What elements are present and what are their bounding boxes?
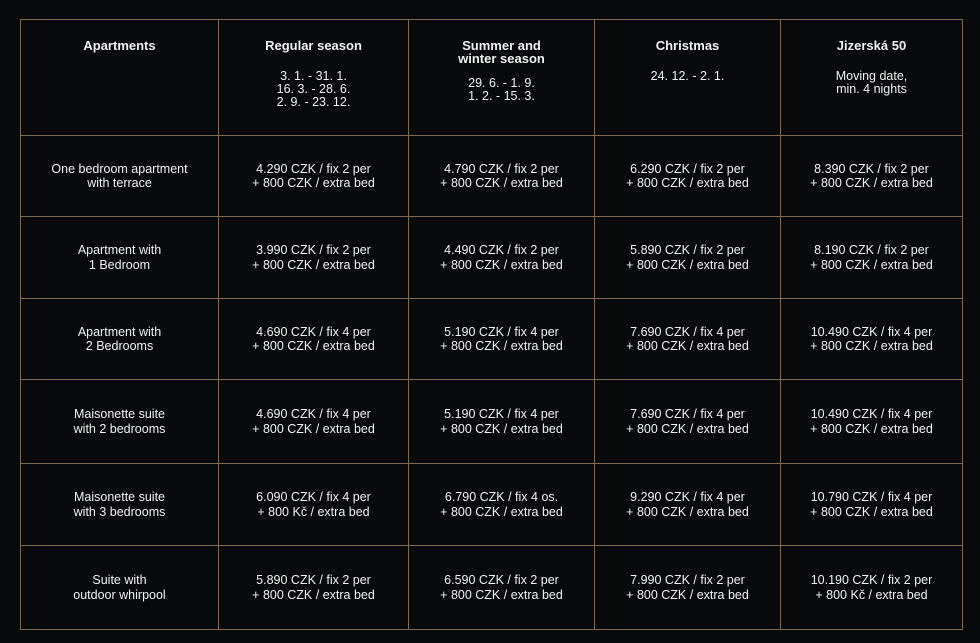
header-dates: 3. 1. - 31. 1. 16. 3. - 28. 6. 2. 9. - 23. 12. <box>276 69 351 109</box>
apartment-name-cell <box>21 217 219 299</box>
header-title: Apartments <box>83 38 156 53</box>
table-row <box>21 546 963 630</box>
price-cell <box>595 217 781 299</box>
apartment-name: Maisonette suite with 3 bedrooms <box>73 490 166 519</box>
apartment-name-cell <box>21 380 219 464</box>
price-table-container <box>20 19 962 629</box>
price-cell <box>219 136 409 217</box>
header-title: Summer and winter season <box>458 38 545 66</box>
price-cell <box>781 217 963 299</box>
header-title: Regular season <box>265 38 362 53</box>
price-cell <box>409 136 595 217</box>
header-row <box>21 20 963 136</box>
price-text: 5.890 CZK / fix 2 per + 800 CZK / extra bed <box>252 573 375 602</box>
apartment-name: Apartment with 2 Bedrooms <box>77 324 162 353</box>
price-text: 8.390 CZK / fix 2 per + 800 CZK / extra bed <box>810 161 933 190</box>
price-cell <box>781 299 963 380</box>
price-text: 4.490 CZK / fix 2 per + 800 CZK / extra bed <box>440 243 563 272</box>
price-cell <box>595 546 781 630</box>
header-title: Jizerská 50 <box>836 38 907 53</box>
header-christmas <box>595 20 781 136</box>
price-cell <box>781 464 963 546</box>
price-cell <box>409 546 595 630</box>
price-text: 5.190 CZK / fix 4 per + 800 CZK / extra bed <box>440 407 563 436</box>
table-row <box>21 464 963 546</box>
price-cell <box>409 380 595 464</box>
apartment-name: Apartment with 1 Bedroom <box>77 243 162 272</box>
price-cell <box>219 546 409 630</box>
price-text: 6.790 CZK / fix 4 os. + 800 CZK / extra bed <box>440 490 563 519</box>
header-dates: 29. 6. - 1. 9. 1. 2. - 15. 3. <box>468 76 535 103</box>
header-dates: 24. 12. - 2. 1. <box>650 69 725 83</box>
price-text: 10.190 CZK / fix 2 per + 800 Kč / extra bed <box>810 573 933 602</box>
apartment-name-cell <box>21 299 219 380</box>
price-text: 5.190 CZK / fix 4 per + 800 CZK / extra bed <box>440 324 563 353</box>
apartment-name-cell <box>21 464 219 546</box>
price-cell <box>781 136 963 217</box>
price-cell <box>219 217 409 299</box>
price-text: 9.290 CZK / fix 4 per + 800 CZK / extra bed <box>626 490 749 519</box>
table-row <box>21 217 963 299</box>
price-text: 10.790 CZK / fix 4 per + 800 CZK / extra bed <box>810 490 933 519</box>
price-text: 5.890 CZK / fix 2 per + 800 CZK / extra bed <box>626 243 749 272</box>
price-cell <box>219 299 409 380</box>
apartment-name: Maisonette suite with 2 bedrooms <box>73 407 166 436</box>
price-text: 6.090 CZK / fix 4 per + 800 Kč / extra bed <box>256 490 371 519</box>
price-cell <box>409 464 595 546</box>
price-text: 3.990 CZK / fix 2 per + 800 CZK / extra bed <box>252 243 375 272</box>
header-regular-season <box>219 20 409 136</box>
header-apartments <box>21 20 219 136</box>
price-cell <box>219 380 409 464</box>
price-text: 8.190 CZK / fix 2 per + 800 CZK / extra bed <box>810 243 933 272</box>
price-text: 4.290 CZK / fix 2 per + 800 CZK / extra bed <box>252 161 375 190</box>
header-jizerska-50 <box>781 20 963 136</box>
price-cell <box>781 380 963 464</box>
price-text: 7.690 CZK / fix 4 per + 800 CZK / extra bed <box>626 324 749 353</box>
price-cell <box>595 299 781 380</box>
price-text: 10.490 CZK / fix 4 per + 800 CZK / extra bed <box>810 407 933 436</box>
table-row <box>21 299 963 380</box>
price-table <box>20 19 963 630</box>
price-text: 6.590 CZK / fix 2 per + 800 CZK / extra bed <box>440 573 563 602</box>
price-cell <box>595 380 781 464</box>
price-cell <box>409 299 595 380</box>
table-row <box>21 136 963 217</box>
price-text: 4.690 CZK / fix 4 per + 800 CZK / extra bed <box>252 324 375 353</box>
price-cell <box>595 136 781 217</box>
price-cell <box>219 464 409 546</box>
apartment-name-cell <box>21 546 219 630</box>
price-text: 10.490 CZK / fix 4 per + 800 CZK / extra bed <box>810 324 933 353</box>
header-title: Christmas <box>655 38 720 53</box>
price-text: 6.290 CZK / fix 2 per + 800 CZK / extra bed <box>626 161 749 190</box>
price-cell <box>409 217 595 299</box>
apartment-name-cell <box>21 136 219 217</box>
header-summer-winter-season <box>409 20 595 136</box>
price-text: 7.990 CZK / fix 2 per + 800 CZK / extra bed <box>626 573 749 602</box>
price-text: 7.690 CZK / fix 4 per + 800 CZK / extra bed <box>626 407 749 436</box>
price-text: 4.690 CZK / fix 4 per + 800 CZK / extra bed <box>252 407 375 436</box>
table-row <box>21 380 963 464</box>
apartment-name: One bedroom apartment with terrace <box>51 161 188 190</box>
apartment-name: Suite with outdoor whirpool <box>73 573 166 602</box>
price-text: 4.790 CZK / fix 2 per + 800 CZK / extra bed <box>440 161 563 190</box>
price-cell <box>781 546 963 630</box>
price-cell <box>595 464 781 546</box>
header-dates: Moving date, min. 4 nights <box>835 69 908 96</box>
